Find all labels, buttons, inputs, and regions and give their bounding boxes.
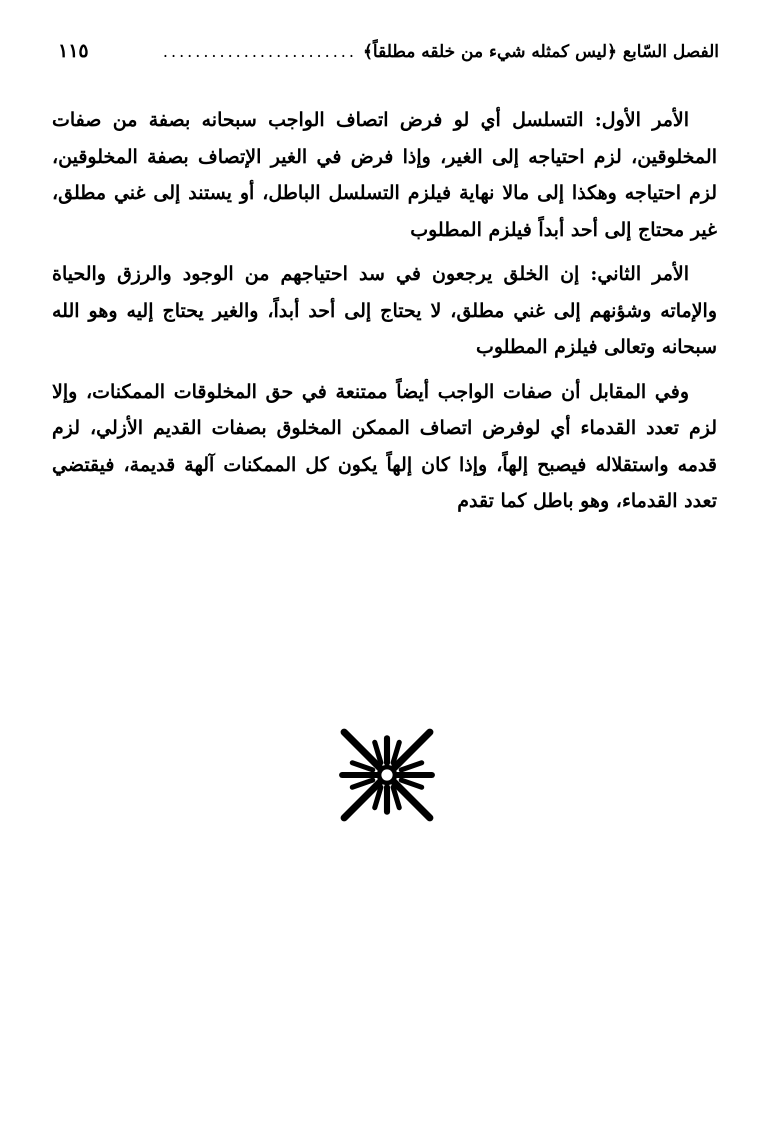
body-text: [52, 102, 717, 528]
page-number: ١١٥: [58, 40, 89, 62]
running-header: [58, 34, 719, 68]
asterisk-sunburst-ornament-icon: [336, 724, 438, 826]
paragraph-counterpart: وفي المقابل أن صفات الواجب أيضاً ممتنعة في حق المخلوقات الممكنات، وإلا لزم تعدد القدماء أي لوفرض اتصاف الممكن المخلوق بصفات القديم الأزلي، لزم قدمه واستقلاله فيصبح إلهاً، وإذا كان إلهاً يكون كل الممكنات آلهة قديمة، فيقتضي تعدد القدماء، وهو باطل كما تقدم: [52, 380, 717, 512]
paragraph-second-matter: الأمر الثاني: إن الخلق يرجعون في سد احتياجهم من الوجود والرزق والحياة والإماته وشؤنهم إلى غني مطلق، لا يحتاج إلى أحد أبداً، والغير يحتاج إليه وهو الله سبحانه وتعالى فيلزم المطلوب: [52, 263, 717, 358]
paragraph-first-matter: الأمر الأول: التسلسل أي لو فرض اتصاف الواجب سبحانه بصفة من صفات المخلوقين، لزم احتياجه إلى الغير، وإذا فرض في الغير الإتصاف بصفة المخلوقين، لزم احتياجه وهكذا إلى مالا نهاية فيلزم التسلسل الباطل، أو يستند إلى غني مطلق، غير محتاج إلى أحد أبداً فيلزم المطلوب: [52, 109, 717, 241]
leader-dots: ........................: [162, 41, 357, 61]
chapter-title: الفصل السّابع ﴿ليس كمثله شيء من خلقه مطلقاً﴾: [362, 41, 719, 62]
